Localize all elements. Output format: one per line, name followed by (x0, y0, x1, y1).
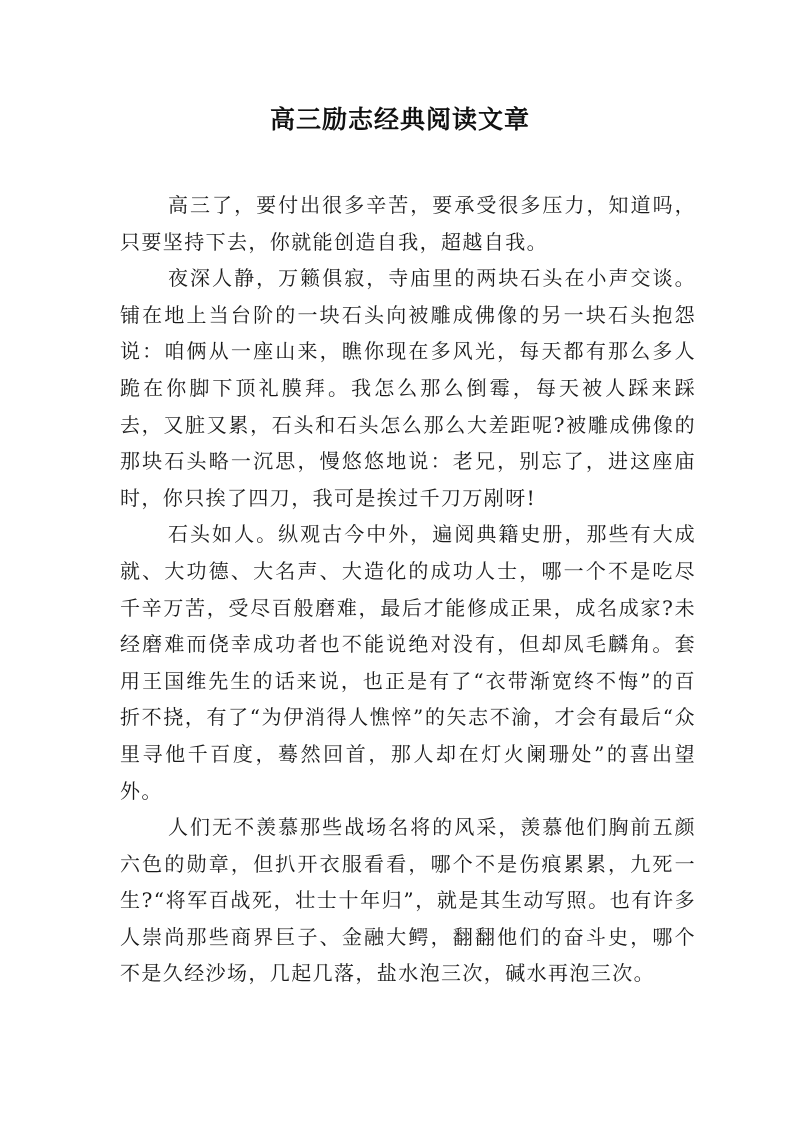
page-title: 高三励志经典阅读文章 (269, 105, 530, 134)
paragraph: 夜深人静，万籁俱寂，寺庙里的两块石头在小声交谈。铺在地上当台阶的一块石头向被雕成佛像的另一块石头抱怨说：咱俩从一座山来，瞧你现在多风光，每天都有那么多人跪在你脚下顶礼膜拜。我怎么那么倒霉，每天被人踩来踩去，又脏又累，石头和石头怎么那么大差距呢?被雕成佛像的那块石头略一沉思，慢悠悠地说：老兄，别忘了，进这座庙时，你只挨了四刀，我可是挨过千刀万剐呀! (120, 266, 696, 510)
paragraph: 高三了，要付出很多辛苦，要承受很多压力，知道吗，只要坚持下去，你就能创造自我，超越自我。 (120, 193, 696, 254)
paragraph: 人们无不羡慕那些战场名将的风采，羡慕他们胸前五颜六色的勋章，但扒开衣服看看，哪个不是伤痕累累，九死一生?“将军百战死，壮士十年归”，就是其生动写照。也有许多人崇尚那些商界巨子、金融大鳄，翻翻他们的奋斗史，哪个不是久经沙场，几起几落，盐水泡三次，碱水再泡三次。 (120, 815, 696, 986)
article-body (120, 187, 696, 992)
paragraph: 石头如人。纵观古今中外，遍阅典籍史册，那些有大成就、大功德、大名声、大造化的成功人士，哪一个不是吃尽千辛万苦，受尽百般磨难，最后才能修成正果，成名成家?未经磨难而侥幸成功者也不能说绝对没有，但却凤毛麟角。套用王国维先生的话来说，也正是有了“衣带渐宽终不悔”的百折不挠，有了“为伊消得人憔悴”的矢志不渝，才会有最后“众里寻他千百度，蓦然回首，那人却在灯火阑珊处”的喜出望外。 (120, 522, 696, 803)
